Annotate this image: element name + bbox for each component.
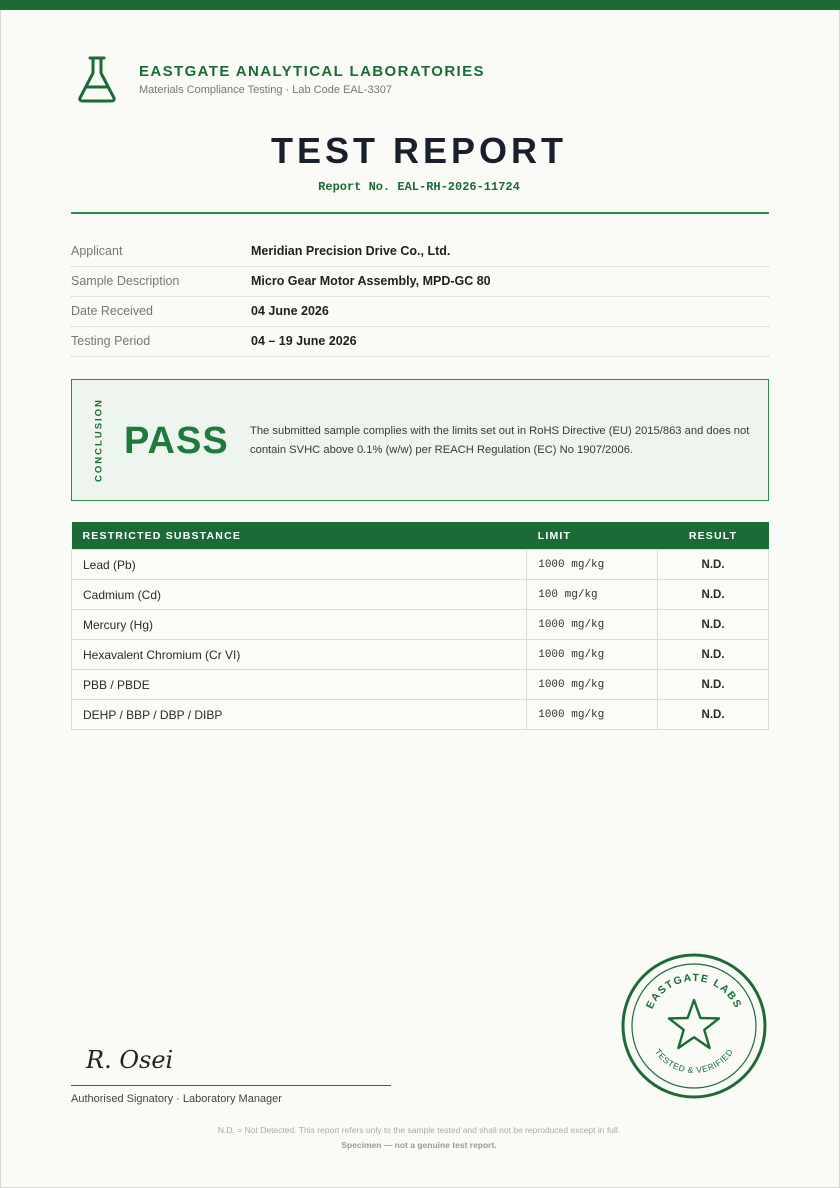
signature-caption: Authorised Signatory · Laboratory Manager	[71, 1093, 282, 1105]
results-table	[71, 522, 769, 730]
info-row-applicant	[71, 236, 769, 267]
limit-cell: 1000 mg/kg	[527, 640, 658, 670]
stamp-bottom-text: TESTED & VERIFIED	[652, 1046, 736, 1076]
footnote: N.D. = Not Detected. This report refers only to the sample tested and shall not be reproduced except in full.	[217, 1125, 621, 1135]
substance-cell: PBB / PBDE	[72, 670, 527, 700]
table-row	[72, 610, 769, 640]
info-value: Meridian Precision Drive Co., Ltd.	[251, 244, 451, 258]
table-row	[72, 700, 769, 730]
column-header-limit: LIMIT	[527, 522, 658, 550]
flask-icon	[76, 54, 118, 104]
info-row-sample	[71, 266, 769, 297]
org-subtitle: Materials Compliance Testing · Lab Code EAL-3307	[139, 84, 392, 96]
report-number: Report No. EAL-RH-2026-11724	[318, 180, 520, 194]
substance-cell: Hexavalent Chromium (Cr VI)	[72, 640, 527, 670]
result-cell: N.D.	[658, 610, 769, 640]
table-row	[72, 670, 769, 700]
signature: R. Osei	[86, 1046, 174, 1074]
info-row-date-received	[71, 296, 769, 327]
column-header-substance: RESTRICTED SUBSTANCE	[72, 522, 527, 550]
info-row-testing-period	[71, 326, 769, 357]
specimen-notice: Specimen — not a genuine test report.	[341, 1140, 497, 1150]
info-label: Applicant	[71, 244, 123, 258]
info-label: Date Received	[71, 304, 153, 318]
result-cell: N.D.	[658, 580, 769, 610]
substance-cell: Lead (Pb)	[72, 550, 527, 580]
info-label: Sample Description	[71, 274, 180, 288]
table-row	[72, 550, 769, 580]
column-header-result: RESULT	[658, 522, 769, 550]
result-cell: N.D.	[658, 700, 769, 730]
limit-cell: 1000 mg/kg	[527, 610, 658, 640]
substance-cell: Mercury (Hg)	[72, 610, 527, 640]
conclusion-label: CONCLUSION	[93, 398, 105, 482]
star-icon	[669, 1000, 719, 1048]
table-row	[72, 580, 769, 610]
result-cell: N.D.	[658, 550, 769, 580]
table-row	[72, 640, 769, 670]
conclusion-box	[71, 379, 769, 501]
page-title: TEST REPORT	[270, 130, 568, 171]
stamp-top-text: EASTGATE LABS	[643, 971, 745, 1011]
result-cell: N.D.	[658, 640, 769, 670]
lab-stamp	[621, 953, 767, 1099]
table-header-row	[72, 522, 769, 550]
svg-text:EASTGATE LABS	[644, 972, 744, 1011]
verdict: PASS	[124, 420, 229, 462]
limit-cell: 100 mg/kg	[527, 580, 658, 610]
conclusion-text: The submitted sample complies with the limits set out in RoHS Directive (EU) 2015/863 and does not contain SVHC above 0.1% (w/w) per REACH Regulation (EC) No 1907/2006.	[250, 425, 750, 456]
limit-cell: 1000 mg/kg	[527, 670, 658, 700]
signature-line	[71, 1085, 391, 1086]
substance-cell: Cadmium (Cd)	[72, 580, 527, 610]
limit-cell: 1000 mg/kg	[527, 550, 658, 580]
substance-cell: DEHP / BBP / DBP / DIBP	[72, 700, 527, 730]
org-name: EASTGATE ANALYTICAL LABORATORIES	[139, 63, 485, 80]
top-accent-bar	[0, 0, 840, 10]
result-cell: N.D.	[658, 670, 769, 700]
limit-cell: 1000 mg/kg	[527, 700, 658, 730]
info-value: Micro Gear Motor Assembly, MPD-GC 80	[251, 274, 491, 288]
info-label: Testing Period	[71, 334, 151, 348]
svg-text:TESTED & VERIFIED	[653, 1047, 735, 1075]
info-value: 04 June 2026	[251, 304, 329, 318]
info-value: 04 – 19 June 2026	[251, 334, 357, 348]
header-divider	[71, 212, 769, 214]
